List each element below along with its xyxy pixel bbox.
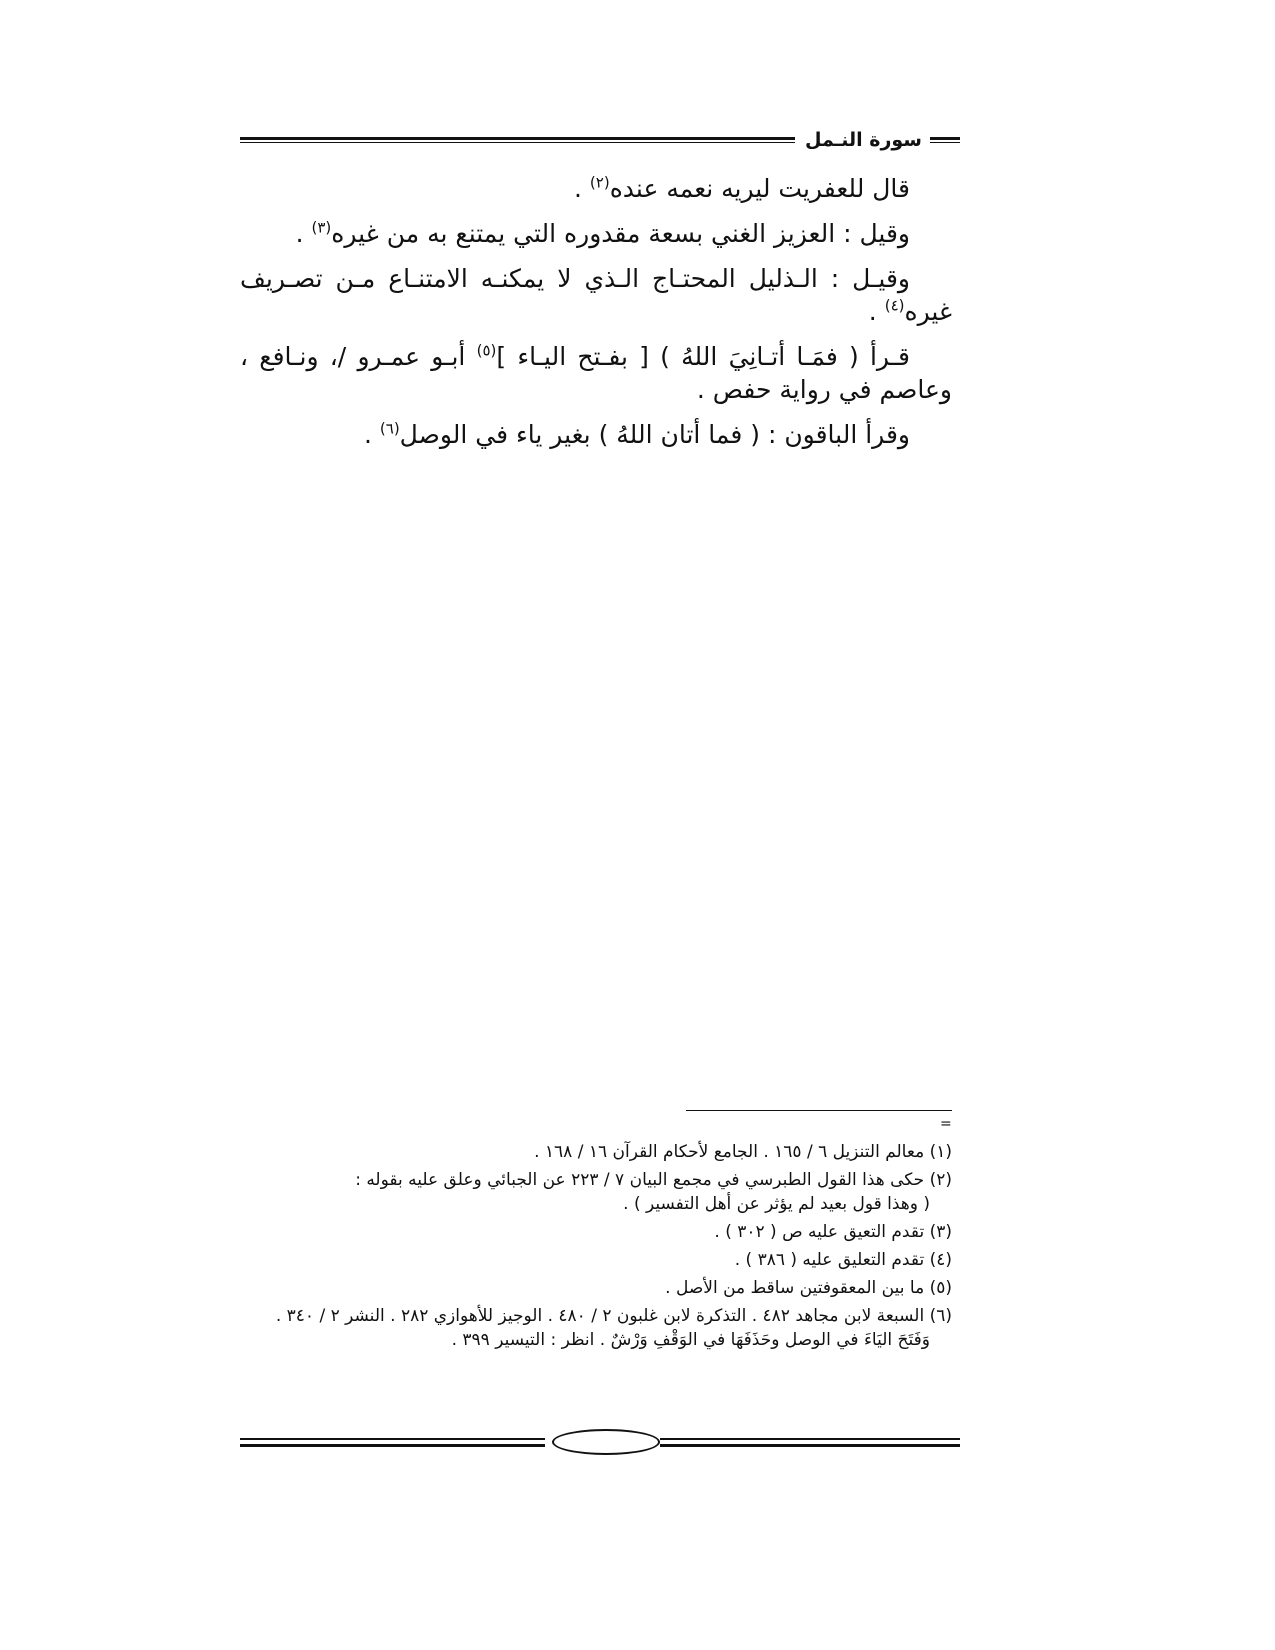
footnote-5: (٥) ما بين المعقوفتين ساقط من الأصل . [665, 1278, 952, 1298]
paragraph-3: وقيـل : الـذليل المحتـاج الـذي لا يمكنـه الامتنـاع مـن تصـريف غيره$^{(٤)}$ . [240, 264, 952, 326]
paragraph-1: قال للعفريت ليريه نعمه عنده$^{(٢)}$ . [574, 173, 910, 203]
footnote-ref-4[interactable]: (٤) [884, 296, 905, 315]
footnote-separator [686, 1110, 952, 1111]
footnote-ref-3[interactable]: (٣) [311, 218, 332, 237]
footnote-ref-5[interactable]: (٥) [476, 341, 497, 360]
page-number-oval [552, 1429, 660, 1455]
footnote-continuation-mark: = [940, 1116, 952, 1132]
page-header [240, 125, 960, 155]
footnote-6: (٦) السبعة لابن مجاهد ٤٨٢ . التذكرة لابن غلبون ٢ / ٤٨٠ . الوجيز للأهوازي ٢٨٢ . النشر ٢ / ٣٤٠ . وَفَتَحَ اليَاءَ في الوصل وحَذَفَهَا في الوَقْفِ وَرْشٌ . انظر : التيسير ٣٩٩ . [275, 1306, 952, 1350]
footnote-3: (٣) تقدم التعيق عليه ص ( ٣٠٢ ) . [714, 1222, 952, 1242]
paragraph-2: وقيل : العزيز الغني بسعة مقدوره التي يمتنع به من غيره$^{(٣)}$ . [295, 218, 910, 248]
footnote-ref-2[interactable]: (٢) [589, 173, 610, 192]
footnote-1: (١) معالم التنزيل ٦ / ١٦٥ . الجامع لأحكام القرآن ١٦ / ١٦٨ . [534, 1142, 952, 1162]
footnote-4: (٤) تقدم التعليق عليه ( ٣٨٦ ) . [734, 1250, 952, 1270]
footer-rule-right [660, 1438, 960, 1447]
paragraph-5: وقرأ الباقون : ( فما أتان اللهُ ) بغير ياء في الوصل$^{(٦)}$ . [363, 419, 910, 449]
main-text [240, 172, 952, 463]
footer-rule-left [240, 1438, 545, 1447]
header-rule-long [240, 137, 795, 143]
page-footer [240, 1428, 960, 1460]
header-rule-short [930, 137, 960, 143]
footnote-ref-6[interactable]: (٦) [379, 419, 400, 438]
paragraph-4: قـرأ ( فمَـا أتـانِيَ اللهُ ) [ بفـتح اليـاء ]$^{(٥)}$ أبـو عمـرو /، ونـافع ، وعاصم في رواية حفص . [240, 341, 952, 404]
surah-title: سورة النـمل [805, 129, 922, 151]
footnote-2: (٢) حكى هذا القول الطبرسي في مجمع البيان ٧ / ٢٢٣ عن الجبائي وعلق عليه بقوله : ( وهذا قول بعيد لم يؤثر عن أهل التفسير ) . [355, 1170, 952, 1214]
footnotes [240, 1140, 952, 1356]
